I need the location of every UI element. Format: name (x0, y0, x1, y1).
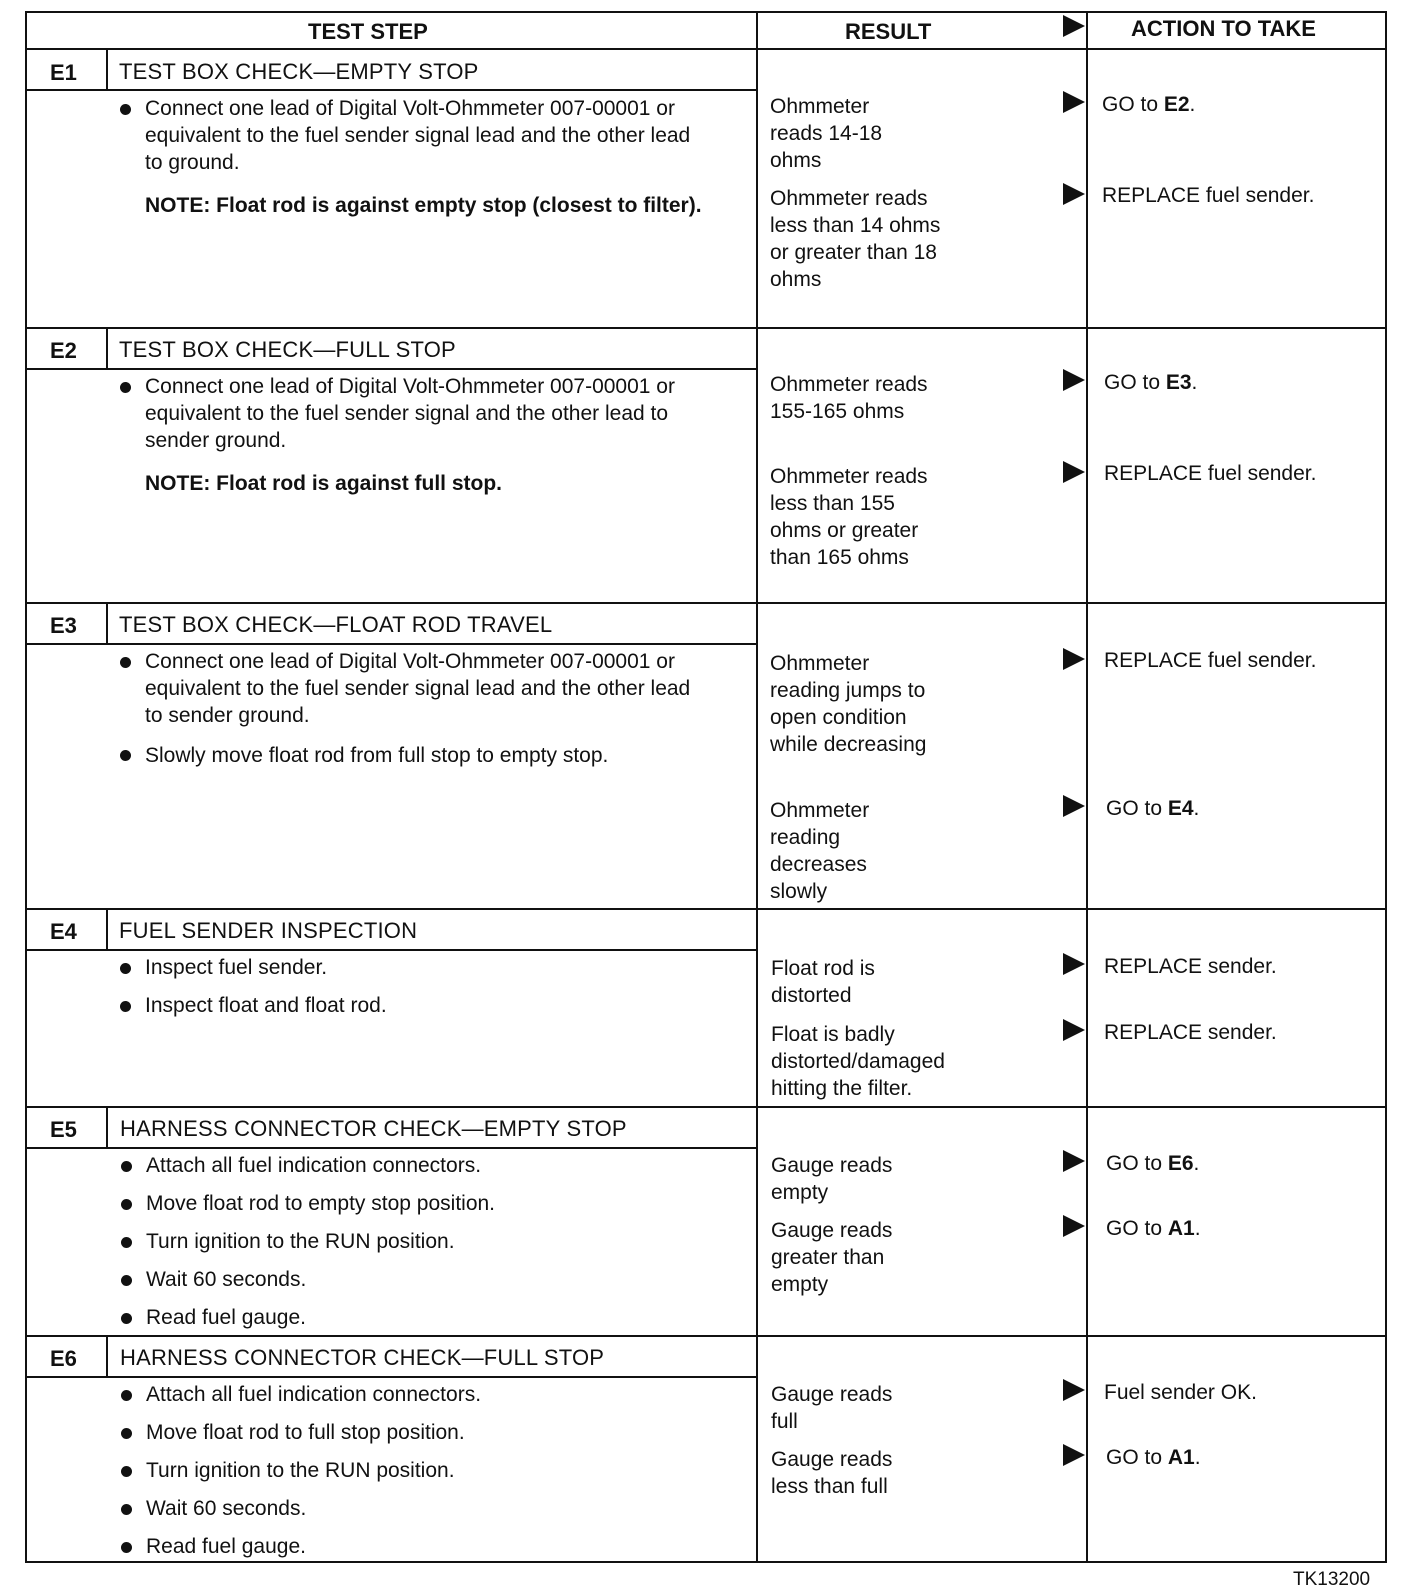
bullet-icon (120, 382, 131, 393)
arrow-icon (1063, 795, 1085, 817)
bullet-icon (120, 963, 131, 974)
bullet-icon (121, 1542, 132, 1553)
action-text: GO to E2. (1102, 93, 1196, 116)
result-text: Ohmmeter reads 14-18 ohms (770, 95, 883, 172)
result-text: Gauge reads greater than empty (771, 1219, 893, 1296)
bullet-icon (121, 1275, 132, 1286)
arrow-icon (1063, 369, 1085, 391)
step-title: FUEL SENDER INSPECTION (119, 918, 418, 943)
bullet-icon (121, 1161, 132, 1172)
step-title: HARNESS CONNECTOR CHECK—FULL STOP (120, 1345, 605, 1370)
bullet-icon (121, 1313, 132, 1324)
divider-action (1086, 11, 1088, 1563)
row-rule (25, 1335, 1387, 1337)
result-text: Float is badly distorted/damaged hitting the filter. (771, 1023, 945, 1100)
step-instruction: Move float rod to full stop position. (146, 1421, 465, 1444)
row-rule (25, 908, 1387, 910)
step-title: TEST BOX CHECK—FULL STOP (119, 337, 456, 362)
code-divider (106, 908, 108, 950)
result-text: Ohmmeter reads less than 155 ohms or greater than 165 ohms (770, 465, 928, 569)
title-rule (25, 1376, 756, 1378)
step-title: TEST BOX CHECK—FLOAT ROD TRAVEL (119, 612, 553, 637)
code-divider (106, 1106, 108, 1148)
step-instruction: Attach all fuel indication connectors. (146, 1154, 482, 1177)
result-text: Gauge reads empty (771, 1154, 893, 1204)
step-note: NOTE: Float rod is against full stop. (145, 472, 503, 495)
header-arrow-icon (1063, 15, 1085, 37)
step-title: HARNESS CONNECTOR CHECK—EMPTY STOP (120, 1116, 627, 1141)
result-text: Gauge reads less than full (771, 1448, 893, 1498)
header-action: ACTION TO TAKE (1131, 16, 1316, 41)
bullet-icon (120, 1001, 131, 1012)
header-test-step: TEST STEP (308, 19, 428, 44)
bullet-icon (121, 1504, 132, 1515)
arrow-icon (1063, 1444, 1085, 1466)
action-text: REPLACE sender. (1104, 1021, 1277, 1044)
divider-result (756, 11, 758, 1563)
arrow-icon (1063, 1379, 1085, 1401)
arrow-icon (1063, 1019, 1085, 1041)
step-instruction: Slowly move float rod from full stop to empty stop. (145, 744, 609, 767)
bullet-icon (121, 1390, 132, 1401)
step-title: TEST BOX CHECK—EMPTY STOP (119, 59, 479, 84)
code-divider (106, 602, 108, 644)
header-rule (25, 48, 1387, 50)
step-note: NOTE: Float rod is against empty stop (closest to filter). (145, 194, 702, 217)
step-instruction: Turn ignition to the RUN position. (146, 1230, 455, 1253)
result-text: Ohmmeter reads 155-165 ohms (770, 373, 928, 423)
title-rule (25, 643, 756, 645)
bullet-icon (120, 750, 131, 761)
code-divider (106, 327, 108, 369)
action-text: GO to A1. (1106, 1446, 1201, 1469)
bullet-icon (121, 1237, 132, 1248)
figure-id: TK13200 (1293, 1569, 1371, 1590)
step-code: E4 (50, 919, 77, 944)
step-instruction: Connect one lead of Digital Volt-Ohmmeter 007-00001 or equivalent to the fuel sender signal lead and the other lead to ground. (145, 97, 691, 174)
step-instruction: Wait 60 seconds. (146, 1268, 307, 1291)
arrow-icon (1063, 91, 1085, 113)
step-instruction: Inspect float and float rod. (145, 994, 387, 1017)
action-text: REPLACE sender. (1104, 955, 1277, 978)
title-rule (25, 1147, 756, 1149)
action-text: GO to E3. (1104, 371, 1198, 394)
bullet-icon (121, 1466, 132, 1477)
step-code: E5 (50, 1117, 77, 1142)
row-rule (25, 1106, 1387, 1108)
step-instruction: Turn ignition to the RUN position. (146, 1459, 455, 1482)
step-instruction: Read fuel gauge. (146, 1535, 306, 1558)
bullet-icon (120, 657, 131, 668)
action-text: GO to A1. (1106, 1217, 1201, 1240)
arrow-icon (1063, 461, 1085, 483)
result-text: Ohmmeter reading decreases slowly (770, 799, 870, 903)
step-instruction: Read fuel gauge. (146, 1306, 306, 1329)
action-text: REPLACE fuel sender. (1102, 184, 1315, 207)
arrow-icon (1063, 1150, 1085, 1172)
step-instruction: Connect one lead of Digital Volt-Ohmmeter 007-00001 or equivalent to the fuel sender signal and the other lead to sender ground. (145, 375, 675, 452)
step-instruction: Attach all fuel indication connectors. (146, 1383, 482, 1406)
header-result: RESULT (845, 19, 932, 44)
step-code: E1 (50, 60, 77, 85)
result-text: Float rod is distorted (771, 957, 875, 1007)
result-text: Ohmmeter reading jumps to open condition while decreasing (770, 652, 927, 756)
bullet-icon (121, 1199, 132, 1210)
step-instruction: Wait 60 seconds. (146, 1497, 307, 1520)
action-text: REPLACE fuel sender. (1104, 462, 1317, 485)
action-text: REPLACE fuel sender. (1104, 649, 1317, 672)
step-instruction: Inspect fuel sender. (145, 956, 328, 979)
arrow-icon (1063, 953, 1085, 975)
result-text: Gauge reads full (771, 1383, 893, 1433)
step-instruction: Connect one lead of Digital Volt-Ohmmeter 007-00001 or equivalent to the fuel sender signal lead and the other lead to sender ground. (145, 650, 691, 727)
step-code: E6 (50, 1346, 77, 1371)
step-instruction: Move float rod to empty stop position. (146, 1192, 496, 1215)
title-rule (25, 368, 756, 370)
result-text: Ohmmeter reads less than 14 ohms or greater than 18 ohms (770, 187, 941, 291)
arrow-icon (1063, 648, 1085, 670)
arrow-icon (1063, 1215, 1085, 1237)
bullet-icon (120, 104, 131, 115)
step-code: E2 (50, 338, 77, 363)
code-divider (106, 48, 108, 90)
row-rule (25, 327, 1387, 329)
step-code: E3 (50, 613, 77, 638)
row-rule (25, 602, 1387, 604)
title-rule (25, 89, 756, 91)
arrow-icon (1063, 183, 1085, 205)
action-text: Fuel sender OK. (1104, 1381, 1257, 1404)
action-text: GO to E4. (1106, 797, 1200, 820)
bullet-icon (121, 1428, 132, 1439)
code-divider (106, 1335, 108, 1377)
action-text: GO to E6. (1106, 1152, 1200, 1175)
title-rule (25, 949, 756, 951)
